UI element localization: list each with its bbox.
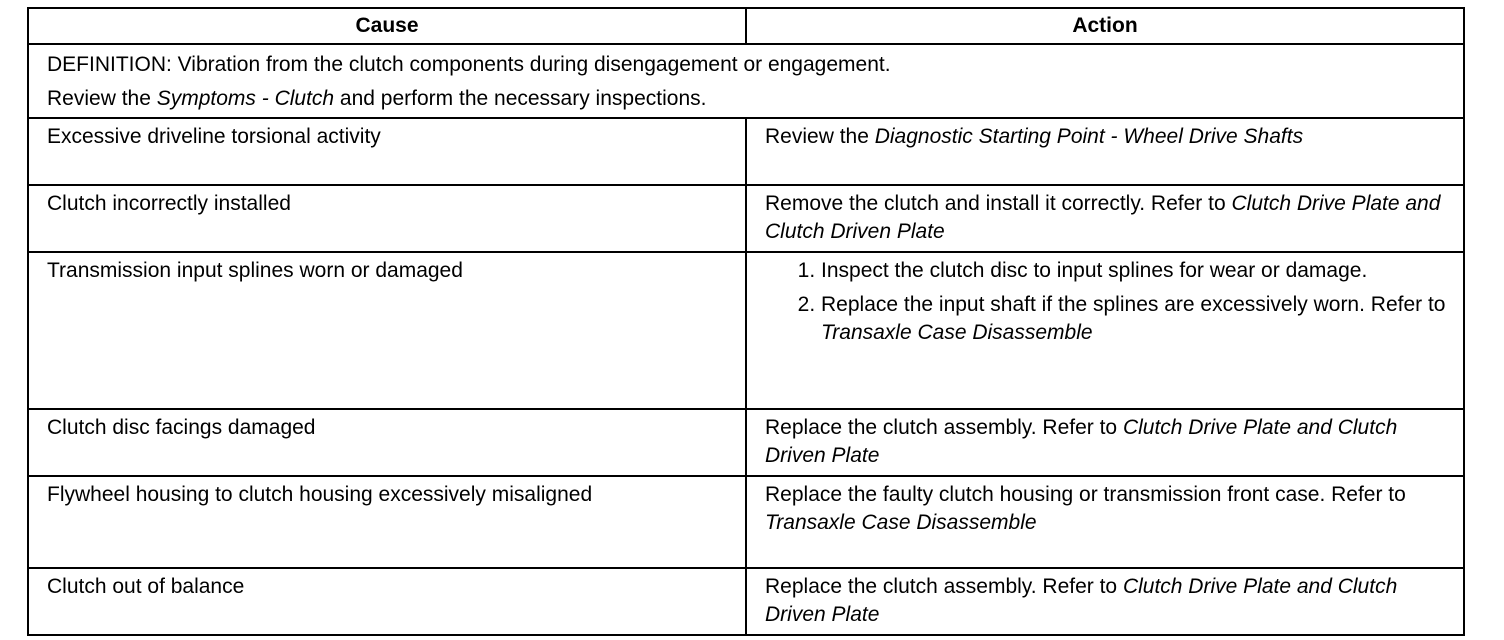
action-text: Replace the clutch assembly. Refer to	[765, 416, 1123, 439]
definition-text: DEFINITION: Vibration from the clutch components during disengagement or engagement.	[47, 53, 891, 76]
table-row	[28, 252, 1464, 409]
definition-review-line	[47, 85, 1449, 113]
action-reference-link[interactable]: Diagnostic Starting Point - Wheel Drive Shafts	[874, 125, 1304, 148]
cause-cell: Clutch disc facings damaged	[28, 409, 746, 476]
action-cell	[746, 476, 1464, 568]
review-prefix: Review the	[47, 87, 157, 110]
definition-cell	[28, 44, 1464, 118]
cause-cell: Clutch out of balance	[28, 568, 746, 635]
action-cell	[746, 409, 1464, 476]
definition-row	[28, 44, 1464, 118]
action-steps-list	[765, 257, 1449, 347]
table-row	[28, 568, 1464, 635]
action-text: Review the	[765, 125, 875, 148]
cause-cell: Excessive driveline torsional activity	[28, 118, 746, 185]
symptoms-clutch-link[interactable]: Symptoms - Clutch	[156, 87, 335, 110]
table-row	[28, 409, 1464, 476]
diagnostic-table	[27, 7, 1465, 636]
action-step	[821, 257, 1449, 285]
step-text: Replace the input shaft if the splines are excessively worn. Refer to	[821, 293, 1446, 316]
table-row	[28, 118, 1464, 185]
action-text: Replace the clutch assembly. Refer to	[765, 575, 1123, 598]
action-step	[821, 291, 1449, 347]
cause-cell: Flywheel housing to clutch housing excessively misaligned	[28, 476, 746, 568]
action-cell	[746, 568, 1464, 635]
review-suffix: and perform the necessary inspections.	[334, 87, 707, 110]
action-reference-link[interactable]: Transaxle Case Disassemble	[765, 511, 1037, 534]
action-header: Action	[746, 8, 1464, 44]
action-cell	[746, 185, 1464, 252]
header-row	[28, 8, 1464, 44]
cause-cell: Clutch incorrectly installed	[28, 185, 746, 252]
cause-header: Cause	[28, 8, 746, 44]
action-text: Remove the clutch and install it correctly. Refer to	[765, 192, 1232, 215]
action-reference-link[interactable]: Clutch Drive Plate and Clutch Driven Plate	[765, 416, 1398, 467]
action-text: Replace the faulty clutch housing or transmission front case. Refer to	[765, 483, 1406, 506]
table-row	[28, 476, 1464, 568]
diagnostic-document	[27, 7, 1463, 636]
cause-cell: Transmission input splines worn or damaged	[28, 252, 746, 409]
action-reference-link[interactable]: Clutch Drive Plate and Clutch Driven Plate	[765, 575, 1398, 626]
action-reference-link[interactable]: Clutch Drive Plate and Clutch Driven Plate	[765, 192, 1441, 243]
step-text: Inspect the clutch disc to input splines for wear or damage.	[821, 259, 1368, 282]
action-reference-link[interactable]: Transaxle Case Disassemble	[821, 321, 1093, 344]
action-cell	[746, 118, 1464, 185]
table-row	[28, 185, 1464, 252]
action-cell	[746, 252, 1464, 409]
